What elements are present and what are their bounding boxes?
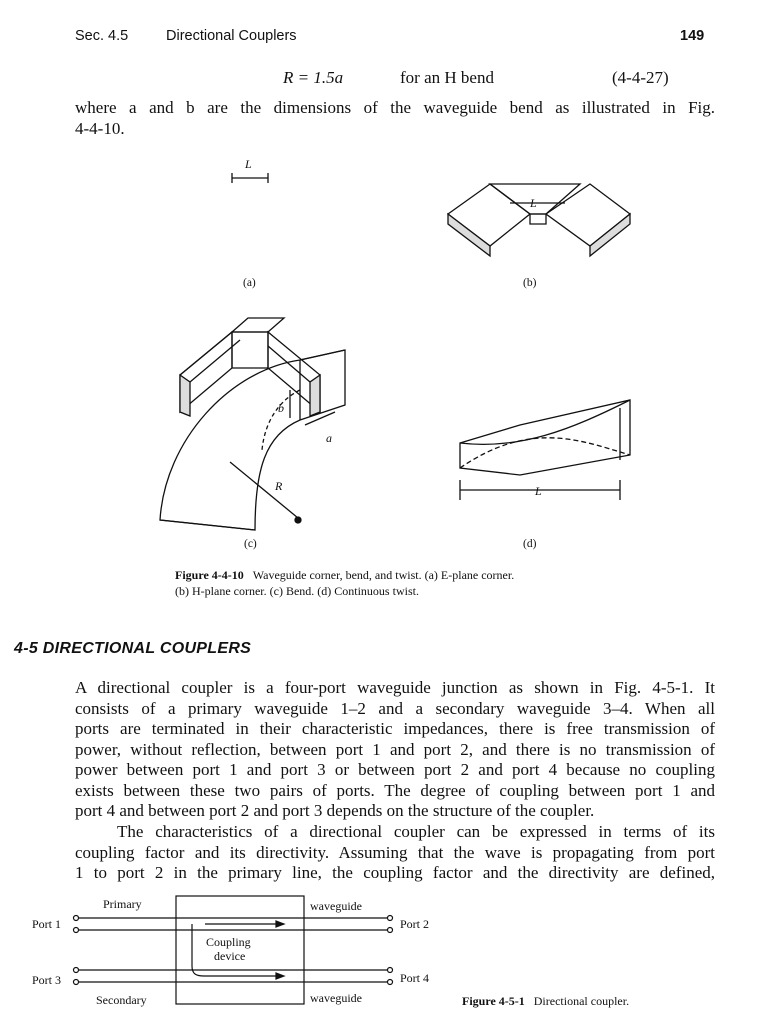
figure-4-4-10-caption bbox=[175, 567, 514, 599]
continuous-twist-drawing bbox=[460, 400, 630, 500]
equation-lhs: R = 1.5a bbox=[283, 68, 344, 87]
caption-line-2: (b) H-plane corner. (c) Bend. (d) Continuous twist. bbox=[175, 584, 419, 598]
dim-label-c-b: b bbox=[278, 401, 284, 415]
section-heading: 4-5 DIRECTIONAL COUPLERS bbox=[14, 640, 252, 657]
device-label-line-1: Coupling bbox=[206, 935, 251, 949]
equation-condition: for an H bend bbox=[400, 68, 494, 87]
port-1-label: Port 1 bbox=[32, 917, 62, 931]
body-line: power, without reflection, between port 1 and port 2, and there is no transmission of bbox=[75, 739, 715, 759]
equation-number: (4-4-27) bbox=[612, 68, 669, 87]
port-3-label: Port 3 bbox=[32, 973, 62, 987]
body-line: port 4 and between port 2 and port 3 depends on the structure of the coupler. bbox=[75, 801, 595, 820]
running-section-number: Sec. 4.5 bbox=[75, 28, 129, 44]
intro-paragraph bbox=[75, 98, 715, 139]
port-2-label: Port 2 bbox=[400, 917, 430, 931]
caption-text: Directional coupler. bbox=[533, 994, 630, 1008]
body-paragraph-2 bbox=[75, 822, 715, 884]
caption-line-1: Waveguide corner, bend, and twist. (a) E-plane corner. bbox=[252, 568, 515, 582]
figure-4-4-10-drawings bbox=[0, 150, 768, 610]
secondary-label: Secondary bbox=[96, 993, 147, 1007]
caption-number: Figure 4-5-1 bbox=[462, 994, 525, 1008]
waveguide-bottom-label: waveguide bbox=[310, 991, 362, 1005]
waveguide-top-label: waveguide bbox=[310, 899, 362, 913]
body-line: exists between these two pairs of ports. The degree of coupling between port 1 and bbox=[75, 780, 715, 800]
dim-label-c-R: R bbox=[275, 479, 283, 493]
e-plane-corner-drawing bbox=[180, 173, 320, 416]
body-line: A directional coupler is a four-port waveguide junction as shown in Fig. 4-5-1. It bbox=[75, 678, 715, 697]
dim-label-b-L: L bbox=[530, 196, 537, 210]
panel-label-b: (b) bbox=[523, 277, 537, 289]
intro-line: where a and b are the dimensions of the waveguide bend as illustrated in Fig. bbox=[75, 98, 715, 117]
figure-4-5-1-diagram bbox=[0, 890, 768, 1024]
body-paragraph-1 bbox=[75, 678, 715, 822]
body-line: 1 to port 2 in the primary line, the coupling factor and the directivity are defined, bbox=[75, 863, 715, 882]
dim-label-d-L: L bbox=[535, 484, 542, 498]
figure-4-5-1-caption bbox=[462, 993, 629, 1009]
h-plane-corner-drawing bbox=[448, 184, 630, 256]
panel-label-c: (c) bbox=[244, 538, 257, 550]
dim-label-c-a: a bbox=[326, 431, 332, 445]
panel-label-a: (a) bbox=[243, 277, 256, 289]
running-section-title: Directional Couplers bbox=[166, 28, 297, 44]
dim-label-a-L: L bbox=[245, 157, 252, 171]
body-line: The characteristics of a directional coupler can be expressed in terms of its bbox=[117, 822, 715, 841]
body-line: power between port 1 and port 3 or between port 2 and port 4 because no coupling bbox=[75, 760, 715, 779]
body-line: consists of a primary waveguide 1–2 and a secondary waveguide 3–4. When all bbox=[75, 698, 715, 718]
caption-number: Figure 4-4-10 bbox=[175, 568, 244, 582]
intro-line: 4-4-10. bbox=[75, 118, 125, 138]
panel-label-d: (d) bbox=[523, 538, 537, 550]
body-line: coupling factor and its directivity. Assuming that the wave is propagating from port bbox=[75, 842, 715, 862]
body-line: ports are terminated in their characteristic impedances, there is free transmission of bbox=[75, 719, 715, 738]
port-4-label: Port 4 bbox=[400, 971, 430, 985]
page-number: 149 bbox=[680, 28, 705, 44]
primary-label: Primary bbox=[103, 897, 142, 911]
device-label-line-2: device bbox=[214, 949, 246, 963]
